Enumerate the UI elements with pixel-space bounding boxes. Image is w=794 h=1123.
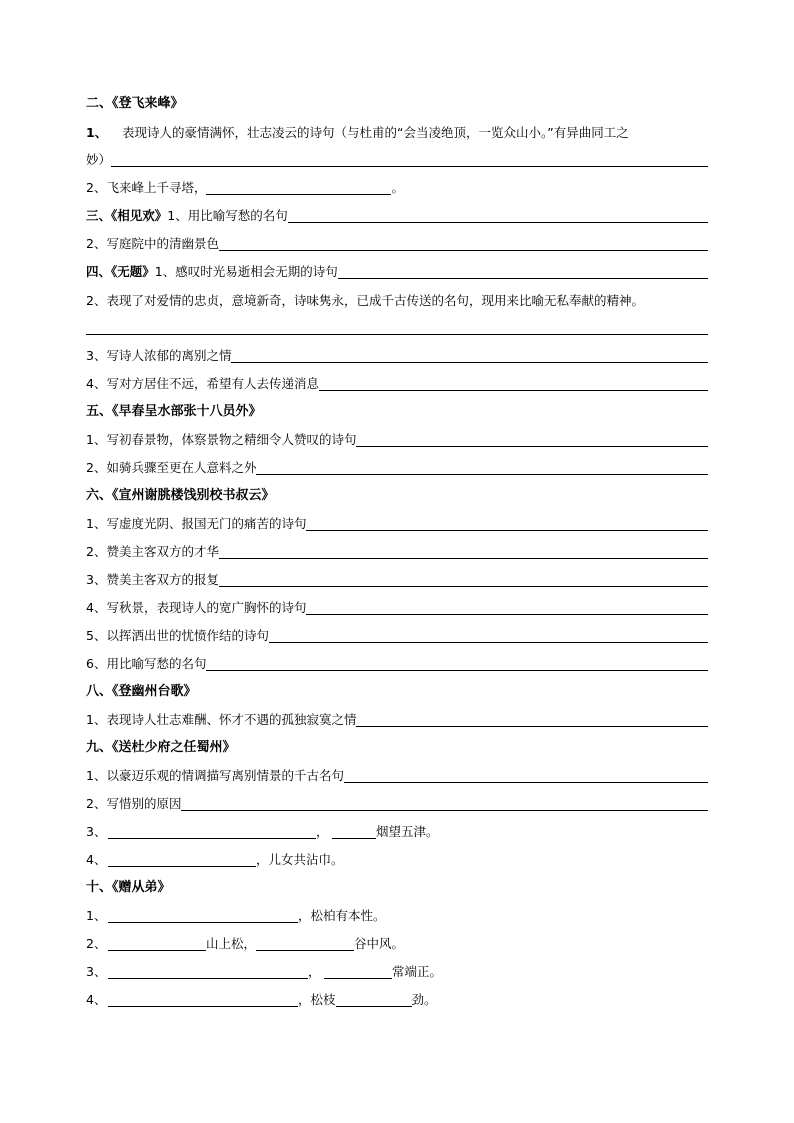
- answer-blank[interactable]: [206, 655, 708, 671]
- answer-blank[interactable]: [306, 515, 708, 531]
- question-line: 2、写惜别的原因: [86, 793, 708, 815]
- section-heading: 九、《送杜少府之任蜀州》: [86, 740, 236, 755]
- question-line: 1、表现诗人壮志难酬、怀才不遇的孤独寂寞之情: [86, 709, 708, 731]
- question-line: 2、飞来峰上千寻塔， 。: [86, 180, 404, 195]
- answer-blank[interactable]: [206, 179, 391, 195]
- question-line: 四、《无题》 1、感叹时光易逝相会无期的诗句: [86, 261, 708, 283]
- question-line: 1、 表现诗人的豪情满怀，壮志凌云的诗句（与杜甫的“会当凌绝顶，一览众山小。”有异曲同工之: [86, 125, 629, 140]
- answer-blank[interactable]: [356, 711, 708, 727]
- answer-blank[interactable]: [108, 963, 308, 979]
- answer-blank[interactable]: [306, 599, 708, 615]
- answer-blank[interactable]: [108, 851, 256, 867]
- question-line: 1、写虚度光阴、报国无门的痛苦的诗句: [86, 513, 708, 535]
- answer-blank[interactable]: [108, 935, 206, 951]
- question-line: 2、表现了对爱情的忠贞，意境新奇，诗味隽永，已成千古传送的名句，现用来比喻无私奉献的精神。: [86, 293, 644, 308]
- answer-blank[interactable]: [344, 767, 708, 783]
- answer-blank[interactable]: [181, 795, 708, 811]
- question-line: 三、《相见欢》 1、用比喻写愁的名句: [86, 205, 708, 227]
- question-line: 4、 ，儿女共沾巾。: [86, 852, 344, 867]
- question-line: 2、如骑兵骤至更在人意料之外: [86, 457, 708, 479]
- answer-blank[interactable]: [319, 375, 708, 391]
- question-line: 1、写初春景物，体察景物之精细令人赞叹的诗句: [86, 429, 708, 451]
- answer-blank[interactable]: [108, 991, 298, 1007]
- answer-blank[interactable]: [356, 431, 708, 447]
- answer-blank[interactable]: [219, 543, 708, 559]
- question-line: 3、赞美主客双方的报复: [86, 569, 708, 591]
- question-line: 6、用比喻写愁的名句: [86, 653, 708, 675]
- question-line: 3、写诗人浓郁的离别之情: [86, 345, 708, 367]
- answer-blank[interactable]: [86, 319, 708, 335]
- answer-blank[interactable]: [111, 151, 708, 167]
- question-line: 1、以豪迈乐观的情调描写离别情景的千古名句: [86, 765, 708, 787]
- question-line: 4、写对方居住不远，希望有人去传递消息: [86, 373, 708, 395]
- answer-blank[interactable]: [108, 907, 298, 923]
- section-heading: 二、《登飞来峰》: [86, 96, 184, 111]
- answer-blank[interactable]: [336, 991, 412, 1007]
- answer-blank[interactable]: [338, 263, 708, 279]
- question-line: 2、赞美主客双方的才华: [86, 541, 708, 563]
- question-line: 4、 ，松枝 劲。: [86, 992, 437, 1007]
- question-line: 2、 山上松， 谷中风。: [86, 936, 405, 951]
- answer-blank[interactable]: [219, 571, 708, 587]
- section-heading: 八、《登幽州台歌》: [86, 684, 197, 699]
- answer-blank[interactable]: [269, 627, 708, 643]
- answer-blank[interactable]: [324, 963, 392, 979]
- question-line: 2、写庭院中的清幽景色: [86, 233, 708, 255]
- answer-blank[interactable]: [332, 823, 376, 839]
- answer-blank[interactable]: [231, 347, 708, 363]
- question-line: 妙）: [86, 149, 708, 171]
- question-line: 1、 ，松柏有本性。: [86, 908, 386, 923]
- answer-blank[interactable]: [256, 935, 354, 951]
- answer-blank[interactable]: [108, 823, 316, 839]
- question-line: 3、 ， 常端正。: [86, 964, 443, 979]
- answer-blank[interactable]: [219, 235, 708, 251]
- question-line: 5、以挥洒出世的忧愤作结的诗句: [86, 625, 708, 647]
- question-line: [86, 317, 708, 339]
- answer-blank[interactable]: [256, 459, 708, 475]
- section-heading: 五、《早春呈水部张十八员外》: [86, 404, 262, 419]
- section-heading: 十、《赠从弟》: [86, 880, 171, 895]
- question-line: 3、 ， 烟望五津。: [86, 824, 439, 839]
- question-line: 4、写秋景，表现诗人的宽广胸怀的诗句: [86, 597, 708, 619]
- section-heading: 三、《相见欢》: [86, 208, 168, 223]
- section-heading: 六、《宣州谢朓楼饯别校书叔云》: [86, 488, 275, 503]
- answer-blank[interactable]: [288, 207, 708, 223]
- section-heading: 四、《无题》: [86, 264, 155, 279]
